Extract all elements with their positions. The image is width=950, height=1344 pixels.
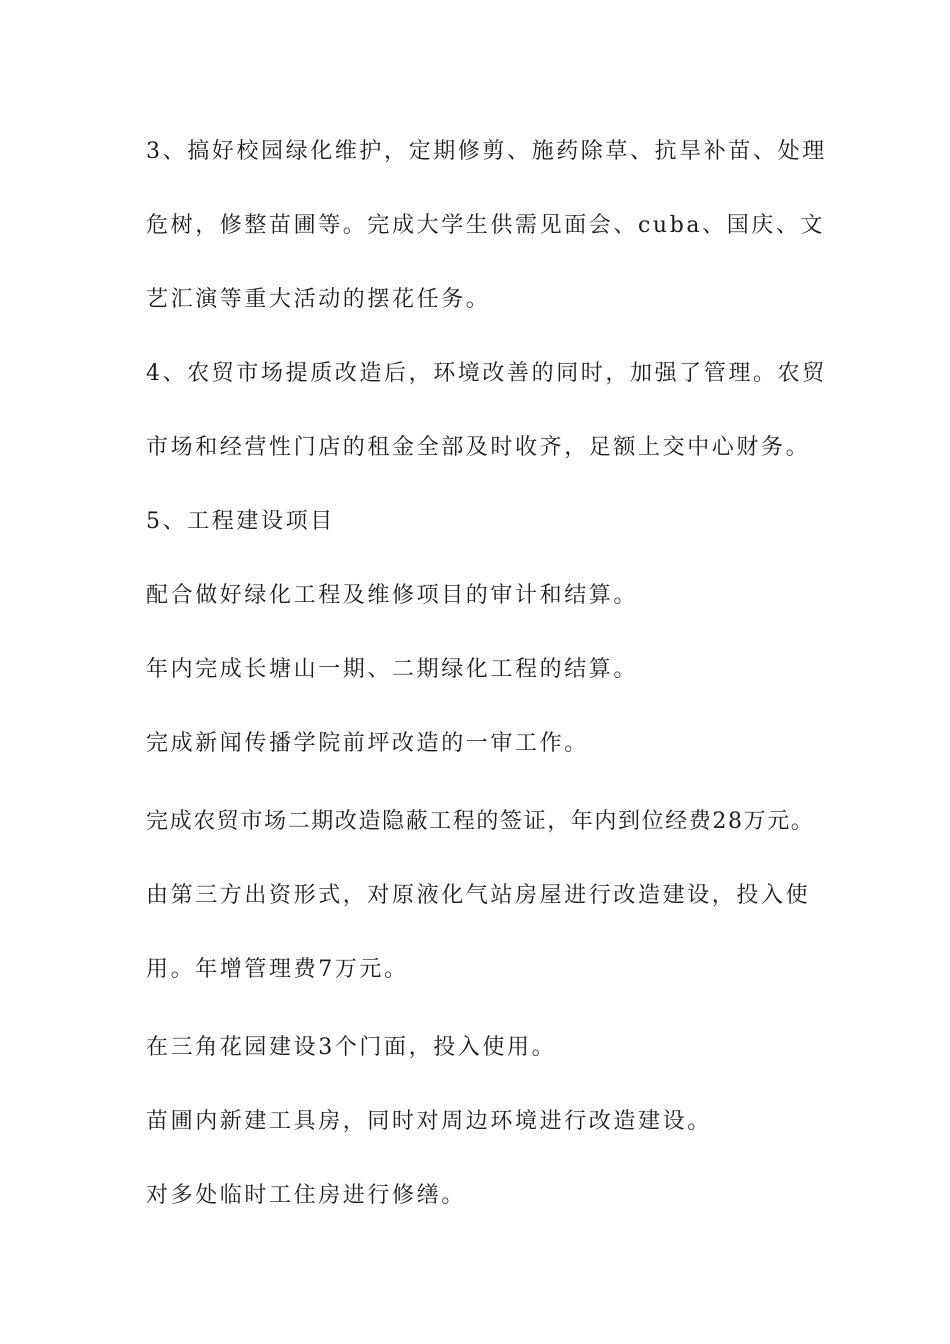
text-line-15: 对多处临时工住房进行修缮。 <box>146 1183 466 1208</box>
text-line-3: 艺汇演等重大活动的摆花任务。 <box>146 287 491 312</box>
text-line-1: 3、搞好校园绿化维护，定期修剪、施药除草、抗旱补苗、处理 <box>146 139 827 164</box>
text-line-11: 由第三方出资形式，对原液化气站房屋进行改造建设，投入使 <box>146 883 811 908</box>
text-line-14: 苗圃内新建工具房，同时对周边环境进行改造建设。 <box>146 1109 712 1134</box>
text-line-13: 在三角花园建设3个门面，投入使用。 <box>146 1035 557 1060</box>
text-line-7: 配合做好绿化工程及维修项目的审计和结算。 <box>146 583 639 608</box>
text-line-2: 危树，修整苗圃等。完成大学生供需见面会、cuba、国庆、文 <box>146 213 826 238</box>
text-line-4: 4、农贸市场提质改造后，环境改善的同时，加强了管理。农贸 <box>146 361 827 386</box>
text-line-9: 完成新闻传播学院前坪改造的一审工作。 <box>146 731 589 756</box>
text-line-5: 市场和经营性门店的租金全部及时收齐，足额上交中心财务。 <box>146 435 811 460</box>
section-heading: 5、工程建设项目 <box>146 509 335 534</box>
text-line-8: 年内完成长塘山一期、二期绿化工程的结算。 <box>146 657 639 682</box>
text-line-10: 完成农贸市场二期改造隐蔽工程的签证，年内到位经费28万元。 <box>146 809 815 834</box>
text-line-12: 用。年增管理费7万元。 <box>146 957 409 982</box>
